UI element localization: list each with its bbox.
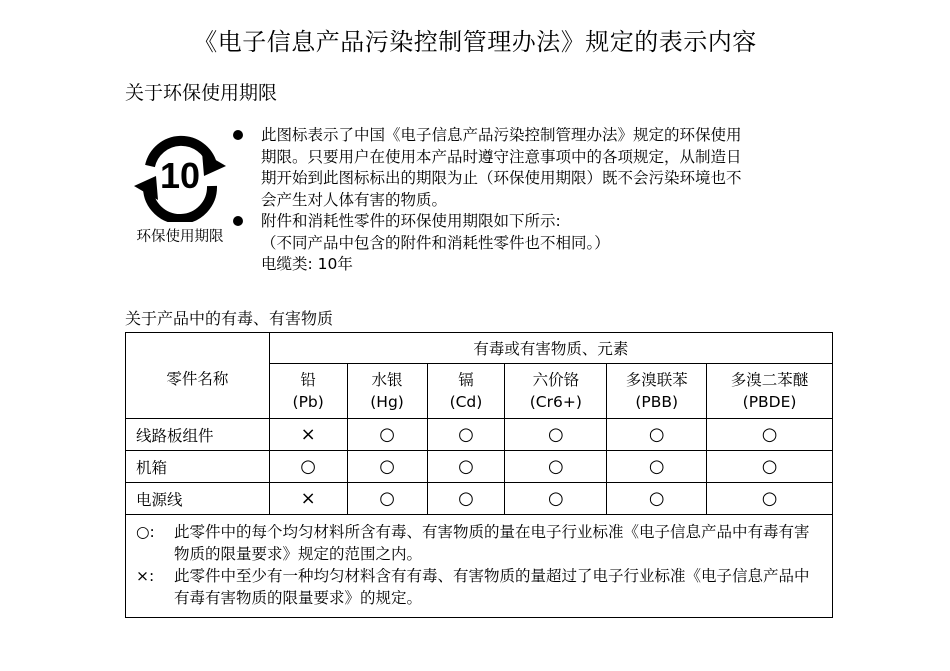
- mark-cell: ○: [707, 483, 833, 515]
- mark-cell: ○: [427, 419, 505, 451]
- note-text: 此零件中至少有一种均匀材料含有有毒、有害物质的量超过了电子行业标准《电子信息产品中有毒有害物质的限量要求》的规定。: [174, 567, 810, 607]
- substance-header: 六价铬 (Cr6+): [505, 364, 607, 419]
- substance-header: 水银 (Hg): [347, 364, 427, 419]
- eco-period-badge: [128, 130, 228, 245]
- bullet-line: 期限。只要用户在使用本产品时遵守注意事项中的各项规定，从制造日: [261, 147, 742, 166]
- recycle-10-icon: [132, 130, 228, 222]
- note-cross: [136, 565, 822, 609]
- substance-header: 铅 (Pb): [269, 364, 347, 419]
- badge-caption: 环保使用期限: [136, 229, 224, 245]
- mark-cell: ○: [505, 451, 607, 483]
- note-symbol: ○:: [136, 523, 155, 541]
- bullet-line: 此图标表示了中国《电子信息产品污染控制管理办法》规定的环保使用: [261, 126, 742, 144]
- mark-cell: ○: [607, 451, 707, 483]
- hazardous-substance-table: [125, 332, 833, 618]
- substance-header: 多溴二苯醚 (PBDE): [707, 364, 833, 419]
- part-name-cell: 电源线: [126, 483, 270, 515]
- table-notes-row: [126, 515, 833, 618]
- mark-cell: ○: [707, 419, 833, 451]
- eco-period-bullets: [233, 125, 843, 276]
- part-name-header: 零件名称: [126, 333, 270, 419]
- section-heading-hazardous: 关于产品中的有毒、有害物质: [125, 309, 334, 328]
- mark-cell: ○: [427, 483, 505, 515]
- section-heading-eco-period: 关于环保使用期限: [125, 82, 278, 104]
- badge-number: 10: [159, 155, 201, 196]
- bullet-note: （不同产品中包含的附件和消耗性零件也不相同。）: [261, 233, 610, 252]
- document-title: 《电子信息产品污染控制管理办法》规定的表示内容: [193, 28, 757, 56]
- table-row: [126, 483, 833, 515]
- table-row: [126, 419, 833, 451]
- substance-header: 镉 (Cd): [427, 364, 505, 419]
- mark-cell: ○: [347, 483, 427, 515]
- note-text: 此零件中的每个均匀材料所含有毒、有害物质的量在电子行业标准《电子信息产品中有毒有害物质的限量要求》规定的范围之内。: [174, 523, 810, 563]
- bullet-dot-icon: [233, 216, 243, 226]
- table-row: [126, 451, 833, 483]
- note-circle: [136, 521, 822, 565]
- bullet-dot-icon: [233, 130, 243, 140]
- bullet-cable-period: 电缆类: 10年: [261, 255, 353, 273]
- substance-group-header: 有毒或有害物质、元素: [269, 333, 832, 364]
- substance-header: 多溴联苯 (PBB): [607, 364, 707, 419]
- bullet-item-icon-meaning: [233, 125, 843, 211]
- mark-cell: ○: [505, 419, 607, 451]
- mark-cell: ○: [347, 419, 427, 451]
- mark-cell: ○: [707, 451, 833, 483]
- mark-cell: ○: [347, 451, 427, 483]
- table-notes: [126, 515, 833, 618]
- bullet-line: 会产生对人体有害的物质。: [261, 190, 448, 209]
- part-name-cell: 机箱: [126, 451, 270, 483]
- bullet-item-accessories: [233, 211, 843, 276]
- note-symbol: ×:: [136, 567, 155, 585]
- mark-cell: ×: [269, 419, 347, 451]
- mark-cell: ×: [269, 483, 347, 515]
- mark-cell: ○: [607, 483, 707, 515]
- mark-cell: ○: [427, 451, 505, 483]
- part-name-cell: 线路板组件: [126, 419, 270, 451]
- mark-cell: ○: [505, 483, 607, 515]
- mark-cell: ○: [607, 419, 707, 451]
- bullet-line: 期开始到此图标标出的期限为止（环保使用期限）既不会污染环境也不: [261, 169, 742, 187]
- bullet-line: 附件和消耗性零件的环保使用期限如下所示:: [261, 212, 561, 230]
- mark-cell: ○: [269, 451, 347, 483]
